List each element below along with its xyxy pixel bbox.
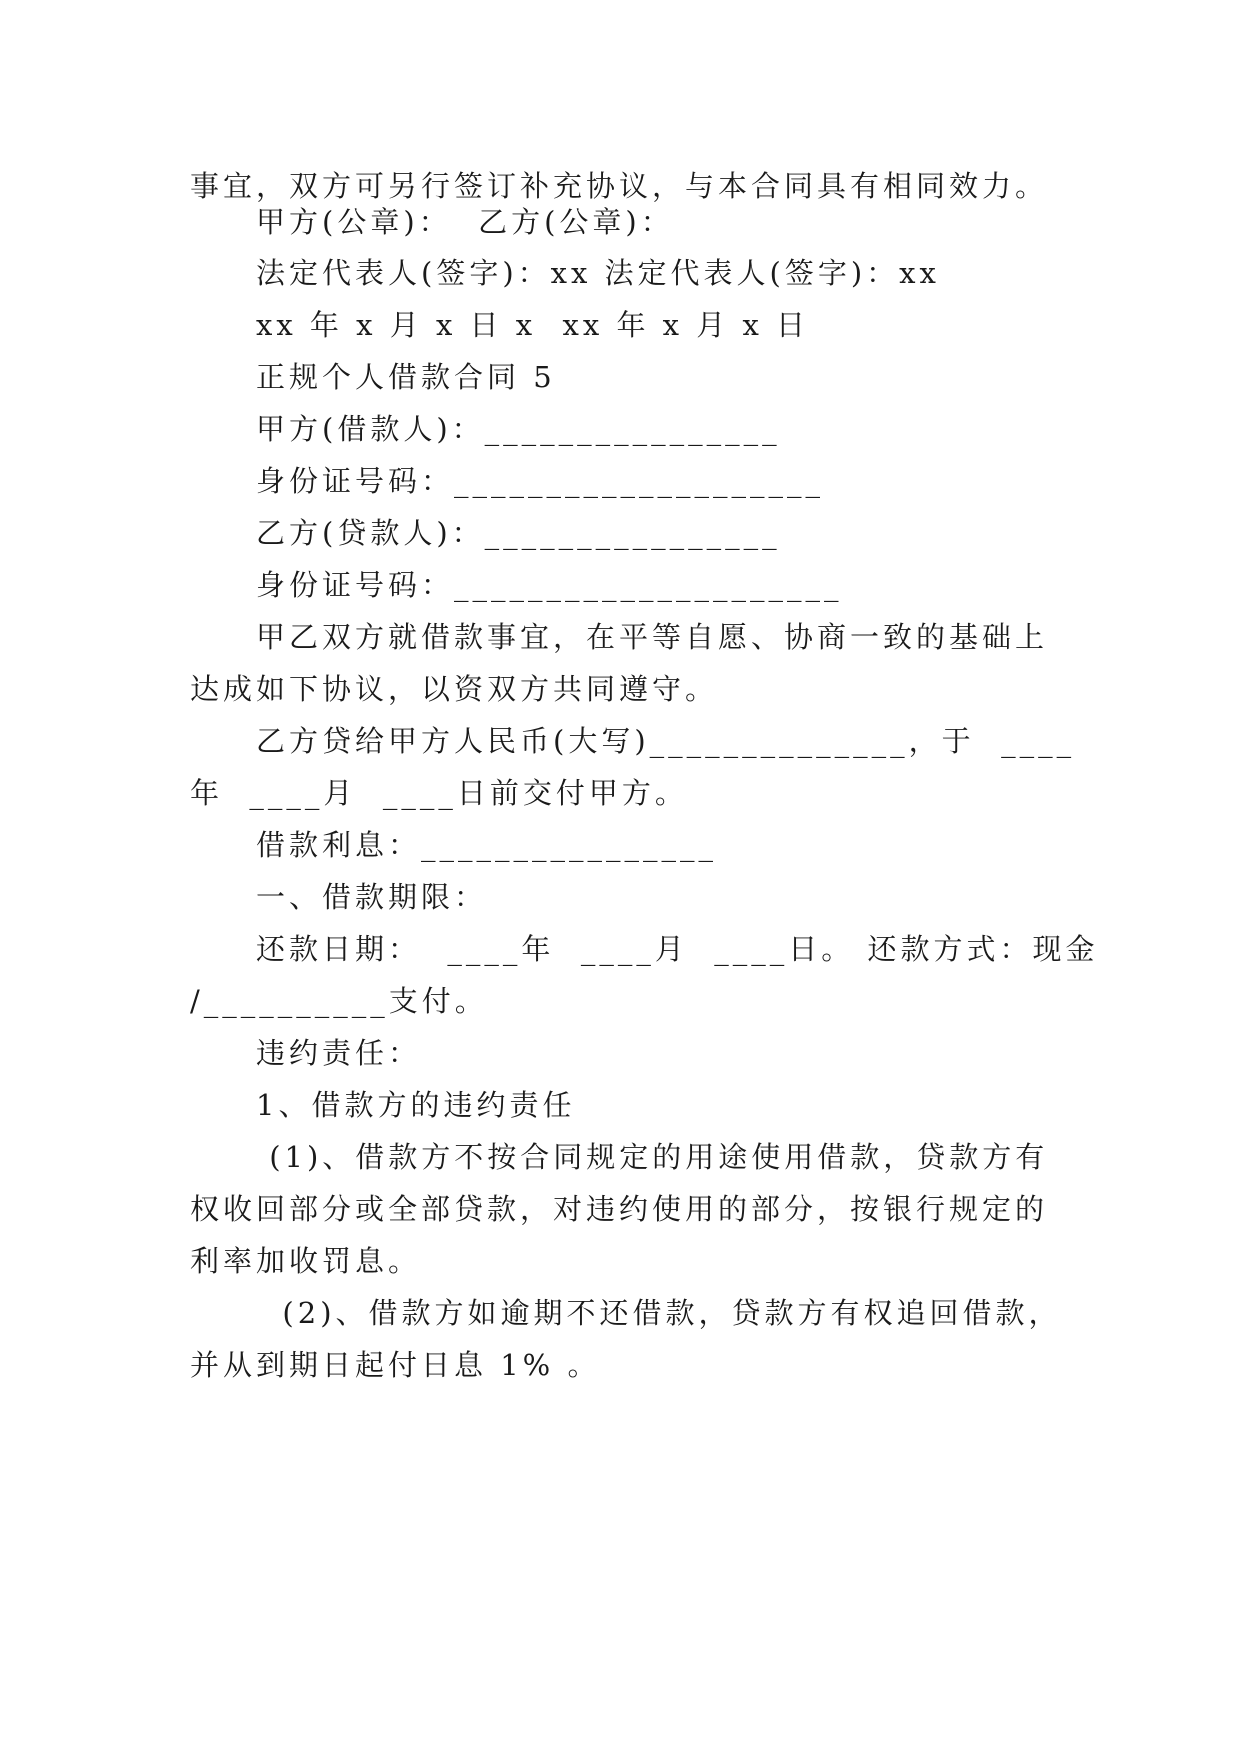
paragraph-line: 甲乙双方就借款事宜，在平等自愿、协商一致的基础上 [256, 620, 1049, 654]
contract-title: 正规个人借款合同 5 [256, 360, 556, 394]
interest-line: 借款利息：________________ [256, 828, 718, 862]
signature-party-line: 甲方(公章)： 乙方(公章)： [256, 205, 674, 239]
borrower-id-line: 身份证号码：____________________ [256, 464, 825, 498]
clause-line: (2)、借款方如逾期不还借款，贷款方有权追回借款， [256, 1296, 1062, 1330]
section-heading: 一、借款期限： [256, 880, 488, 914]
clause-line: 利率加收罚息。 [190, 1244, 422, 1278]
loan-amount-line: 乙方贷给甲方人民币(大写)______________，于 ____ [256, 724, 1076, 758]
paragraph-line: 达成如下协议，以资双方共同遵守。 [190, 672, 719, 706]
clause-line: 并从到期日起付日息 1% 。 [190, 1348, 601, 1382]
section-heading: 违约责任： [256, 1036, 422, 1070]
clause-line: (1)、借款方不按合同规定的用途使用借款，贷款方有 [256, 1140, 1049, 1174]
signature-representative-line: 法定代表人(签字)：xx 法定代表人(签字)：xx [256, 256, 940, 290]
loan-amount-line: 年 ____月 ____日前交付甲方。 [190, 776, 688, 810]
lender-line: 乙方(贷款人)：________________ [256, 516, 781, 550]
clause-line: 权收回部分或全部贷款，对违约使用的部分，按银行规定的 [190, 1192, 1049, 1226]
repayment-line: 还款日期： ____年 ____月 ____日。 还款方式：现金 [256, 932, 1099, 966]
paragraph-line: 事宜，双方可另行签订补充协议，与本合同具有相同效力。 [190, 169, 1049, 203]
lender-id-line: 身份证号码：_____________________ [256, 568, 843, 602]
repayment-line: /__________支付。 [190, 984, 488, 1018]
borrower-line: 甲方(借款人)：________________ [256, 412, 781, 446]
subsection-heading: 1、借款方的违约责任 [256, 1088, 576, 1122]
signature-date-line: xx 年 x 月 x 日 x xx 年 x 月 x 日 [256, 308, 810, 342]
